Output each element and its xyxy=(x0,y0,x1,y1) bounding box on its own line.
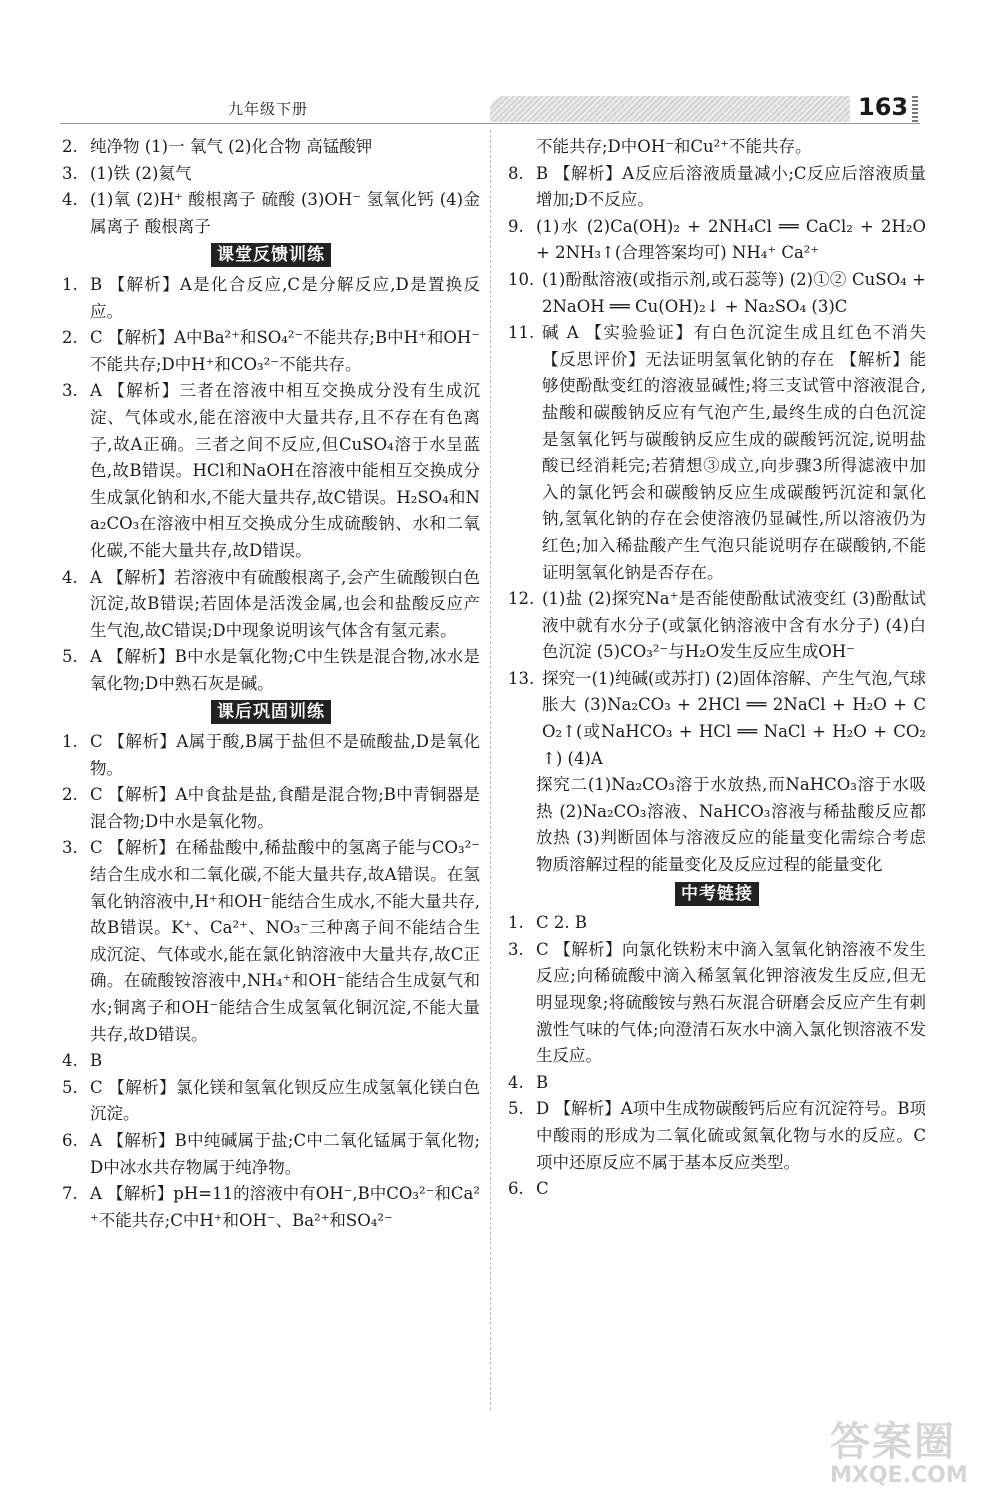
answer-number: 13. xyxy=(508,668,535,688)
answer-item xyxy=(508,134,926,161)
answer-number: 2. xyxy=(62,137,78,156)
answer-number: 12. xyxy=(508,589,535,609)
answer-number: 11. xyxy=(508,323,535,343)
answer-item xyxy=(62,729,480,782)
answer-item xyxy=(508,937,926,1070)
answer-number: 1. xyxy=(62,274,78,294)
answer-item xyxy=(62,325,480,378)
answer-number: 3. xyxy=(62,838,78,858)
answer-item xyxy=(62,272,480,325)
answer-item xyxy=(508,1176,926,1203)
answer-item xyxy=(508,267,926,320)
section-heading xyxy=(62,699,480,726)
answer-item xyxy=(62,187,480,240)
answer-text: (1)氧 (2)H⁺ 酸根离子 硫酸 (3)OH⁻ 氢氧化钙 (4)金属离子 酸根离子 xyxy=(90,190,480,236)
page-header xyxy=(0,0,1000,130)
answer-item xyxy=(62,378,480,564)
answer-text: C 2. B xyxy=(536,913,587,933)
answer-number: 3. xyxy=(62,163,78,183)
answer-number: 10. xyxy=(508,269,535,289)
answer-text: C 【解析】A中Ba²⁺和SO₄²⁻不能共存;B中H⁺和OH⁻不能共存;D中H⁺和CO₃²⁻不能共存。 xyxy=(90,328,480,374)
answer-text: D 【解析】A项中生成物碳酸钙后应有沉淀符号。B项中酸雨的形成为二氧化硫或氮氧化物与水的反应。C项中还原反应不属于基本反应类型。 xyxy=(536,1099,926,1172)
answer-item xyxy=(62,1128,480,1181)
answer-number: 8. xyxy=(508,163,524,183)
answer-item xyxy=(508,586,926,666)
answer-item xyxy=(508,910,926,937)
section-heading xyxy=(508,881,926,908)
answer-text: C 【解析】在稀盐酸中,稀盐酸中的氢离子能与CO₃²⁻结合生成水和二氧化碳,不能大量共存,故A错误。在氢氧化钠溶液中,H⁺和OH⁻能结合生成水,不能大量共存,故B错误。K⁺、Ca²⁺、NO₃⁻三种离子间不能结合生成沉淀、气体或水,能在氯化钠溶液中大量共存,故C正确。在硫酸铵溶液中,NH₄⁺和OH⁻能结合生成氨气和水;铜离子和OH⁻能结合生成氢氧化铜沉淀,不能大量共存,故D错误。 xyxy=(90,838,480,1044)
answer-number: 7. xyxy=(62,1184,78,1204)
section-heading-label: 中考链接 xyxy=(675,882,759,906)
answer-number: 4. xyxy=(508,1072,524,1092)
page-number: 163 xyxy=(858,93,909,121)
answer-text: (1)水 (2)Ca(OH)₂ + 2NH₄Cl ══ CaCl₂ + 2H₂O + 2NH₃↑(合理答案均可) NH₄⁺ Ca²⁺ xyxy=(536,216,926,263)
answer-item xyxy=(62,782,480,835)
answer-number: 3. xyxy=(508,939,524,959)
answer-text: (1)盐 (2)探究Na⁺是否能使酚酞试液变红 (3)酚酞试液中就有水分子(或氯化钠溶液中含有水分子) (4)白色沉淀 (5)CO₃²⁻与H₂O发生反应生成OH⁻ xyxy=(542,589,926,662)
answer-text: B 【解析】A反应后溶液质量减小;C反应后溶液质量增加;D不反应。 xyxy=(536,163,926,210)
answer-number: 4. xyxy=(62,190,78,210)
answer-text: B xyxy=(90,1051,103,1071)
answer-text: 探究一(1)纯碱(或苏打) (2)固体溶解、产生气泡,气球胀大 (3)Na₂CO₃ + 2HCl ══ 2NaCl + H₂O + CO₂↑(或NaHCO₃ + HCl ══ NaCl + H₂O + CO₂↑) (4)A xyxy=(542,668,926,768)
answer-text: 探究二(1)Na₂CO₃溶于水放热,而NaHCO₃溶于水吸热 (2)Na₂CO₃溶液、NaHCO₃溶液与稀盐酸反应都放热 (3)判断固体与溶液反应的能量变化需综合考虑物质溶解过程的能量变化及反应过程的能量变化 xyxy=(536,775,926,875)
answer-item xyxy=(508,1096,926,1176)
answer-item xyxy=(508,666,926,772)
answer-text: B 【解析】A是化合反应,C是分解反应,D是置换反应。 xyxy=(90,274,480,321)
answer-text: A 【解析】B中水是氧化物;C中生铁是混合物,冰水是氧化物;D中熟石灰是碱。 xyxy=(90,647,480,693)
answer-number: 2. xyxy=(62,785,78,805)
answer-number: 5. xyxy=(508,1099,524,1119)
answer-column-left xyxy=(62,134,480,1234)
answer-text: C 【解析】氯化镁和氢氧化钡反应生成氢氧化镁白色沉淀。 xyxy=(90,1077,480,1124)
section-heading-label: 课堂反馈训练 xyxy=(211,243,331,267)
answer-item xyxy=(62,1181,480,1234)
answer-text: B xyxy=(536,1072,549,1092)
answer-item xyxy=(62,1048,480,1075)
answer-text: A 【解析】三者在溶液中相互交换成分没有生成沉淀、气体或水,能在溶液中大量共存,且不存在有色离子,故A正确。三者之间不反应,但CuSO₄溶于水呈蓝色,故B错误。HCl和NaOH在溶液中能相互交换成分生成氯化钠和水,不能大量共存,故C错误。H₂SO₄和Na₂CO₃在溶液中相互交换成分生成硫酸钠、水和二氧化碳,不能大量共存,故D错误。 xyxy=(90,381,480,560)
answer-text: 不能共存;D中OH⁻和Cu²⁺不能共存。 xyxy=(536,137,812,156)
answer-text: C 【解析】A中食盐是盐,食醋是混合物;B中青铜器是混合物;D中水是氧化物。 xyxy=(90,785,480,831)
answer-text: A 【解析】若溶液中有硫酸根离子,会产生硫酸钡白色沉淀,故B错误;若固体是活泼金属,也会和盐酸反应产生气泡,故C错误;D中现象说明该气体含有氢元素。 xyxy=(90,567,480,640)
answer-number: 2. xyxy=(62,328,78,348)
answer-item xyxy=(62,644,480,697)
answer-number: 1. xyxy=(62,732,78,752)
answer-number: 3. xyxy=(62,381,78,401)
section-heading-label: 课后巩固训练 xyxy=(211,700,331,724)
header-rule xyxy=(60,123,920,124)
answer-text: C xyxy=(536,1179,549,1199)
answer-text: C 【解析】A属于酸,B属于盐但不是硫酸盐,D是氧化物。 xyxy=(90,732,480,778)
answer-text: A 【解析】pH=11的溶液中有OH⁻,B中CO₃²⁻和Ca²⁺不能共存;C中H⁺和OH⁻、Ba²⁺和SO₄²⁻ xyxy=(90,1184,480,1230)
header-tick-marks xyxy=(912,96,918,122)
answer-item xyxy=(508,161,926,214)
header-decorative-bar xyxy=(490,96,850,122)
answer-number: 1. xyxy=(508,913,524,933)
answer-number: 5. xyxy=(62,647,78,667)
column-divider xyxy=(490,130,491,1410)
answer-item xyxy=(508,214,926,267)
answer-number: 6. xyxy=(62,1130,78,1150)
answer-number: 6. xyxy=(508,1179,524,1199)
answer-number: 4. xyxy=(62,567,78,587)
answer-text: (1)铁 (2)氦气 xyxy=(90,163,192,183)
answer-number: 9. xyxy=(508,216,524,236)
answer-item xyxy=(62,565,480,645)
answer-item xyxy=(508,772,926,878)
answer-item xyxy=(508,320,926,586)
answer-number: 5. xyxy=(62,1077,78,1097)
watermark-logo xyxy=(830,1410,995,1494)
book-title: 九年级下册 xyxy=(228,100,309,118)
answer-item xyxy=(62,134,480,161)
answer-item xyxy=(62,1075,480,1128)
answer-text: C 【解析】向氯化铁粉末中滴入氢氧化钠溶液不发生反应;向稀硫酸中滴入稀氢氧化钾溶液发生反应,但无明显现象;将硫酸铵与熟石灰混合研磨会反应产生有刺激性气味的气体;向澄清石灰水中滴入氯化钡溶液不发生反应。 xyxy=(536,939,926,1066)
answer-text: (1)酚酞溶液(或指示剂,或石蕊等) (2)①② CuSO₄ + 2NaOH ══ Cu(OH)₂↓ + Na₂SO₄ (3)C xyxy=(542,269,926,316)
watermark-url: MXQE.COM xyxy=(830,1463,968,1488)
answer-item xyxy=(62,835,480,1048)
answer-column-right xyxy=(508,134,926,1203)
answer-text: A 【解析】B中纯碱属于盐;C中二氧化锰属于氧化物;D中冰水共存物属于纯净物。 xyxy=(90,1130,480,1177)
answer-text: 纯净物 (1)一 氧气 (2)化合物 高锰酸钾 xyxy=(90,137,373,156)
answer-item xyxy=(62,161,480,188)
section-heading xyxy=(62,242,480,269)
answer-text: 碱 A 【实验验证】有白色沉淀生成且红色不消失 【反思评价】无法证明氢氧化钠的存在 【解析】能够使酚酞变红的溶液显碱性;将三支试管中溶液混合,盐酸和碳酸钠反应有气泡产生,最终生成的白色沉淀是氢氧化钙与碳酸钠反应生成的碳酸钙沉淀,说明盐酸已经消耗完;若猜想③成立,向步骤3所得滤液中加入的氯化钙会和碳酸钠反应生成碳酸钙沉淀和氯化钠,氢氧化钠的存在会使溶液仍显碱性,所以溶液仍为红色;加入稀盐酸产生气泡只能说明存在碳酸钠,不能证明氢氧化钠是否存在。 xyxy=(542,323,926,582)
answer-item xyxy=(508,1070,926,1097)
answer-number: 4. xyxy=(62,1051,78,1071)
watermark-text: 答案圈 xyxy=(830,1419,956,1465)
